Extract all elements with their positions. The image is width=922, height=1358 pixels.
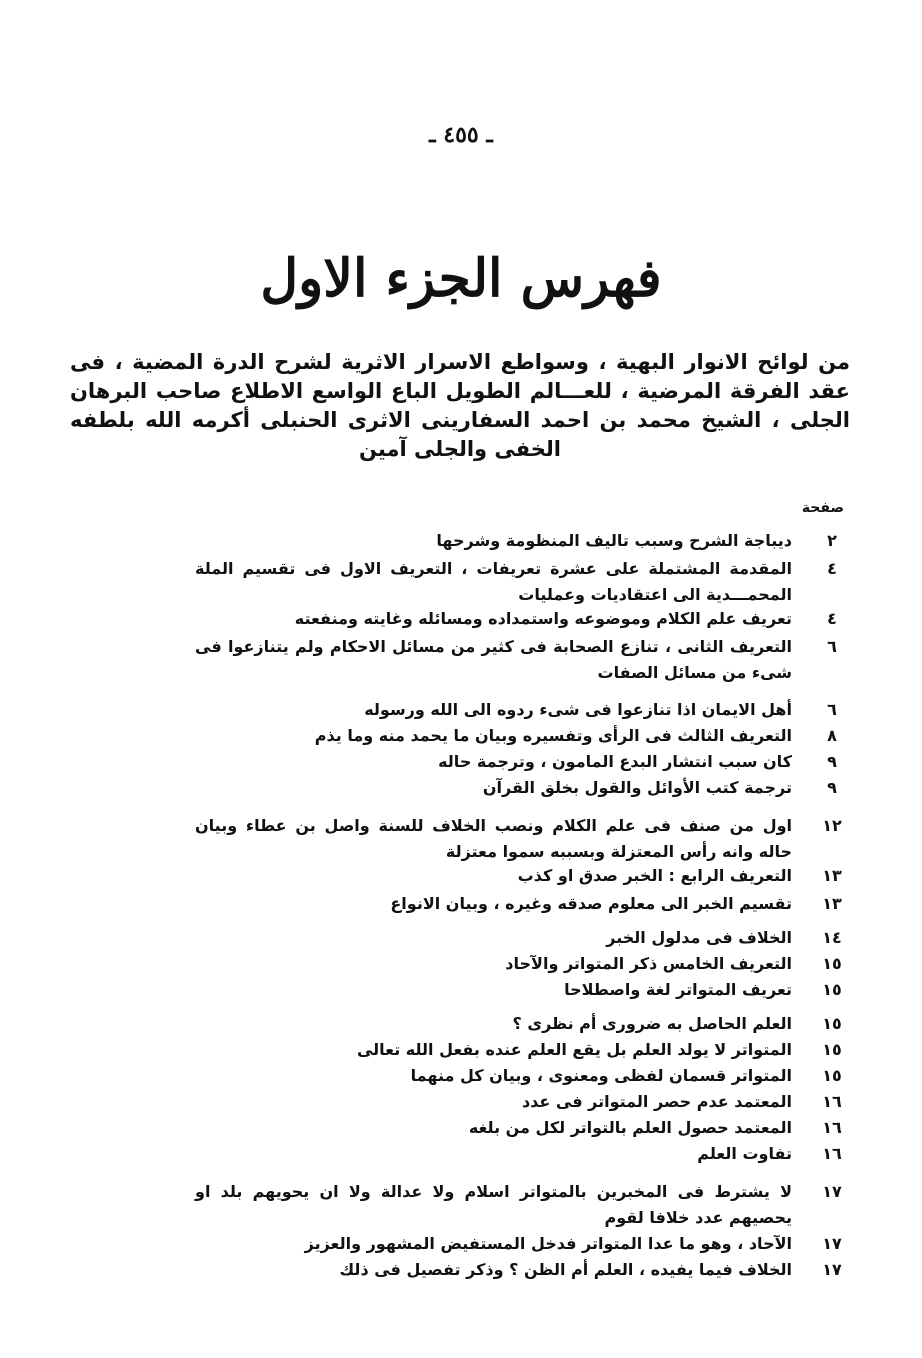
toc-page-number: ٢ <box>827 531 837 550</box>
toc-entry-text: كان سبب انتشار البدع المامون ، وترجمة حاله <box>438 752 792 771</box>
toc-entry <box>195 697 852 723</box>
toc-page-number: ١٣ <box>822 894 842 913</box>
toc-page-number: ١٤ <box>822 928 842 947</box>
toc-entry <box>195 891 852 917</box>
toc-page-number: ٩ <box>827 752 837 771</box>
toc-page-number: ١٥ <box>822 1014 842 1033</box>
toc-entry-text: المتواتر لا يولد العلم بل يقع العلم عنده بفعل الله تعالى <box>356 1040 792 1059</box>
toc-entry <box>195 556 852 608</box>
toc-page-number: ١٢ <box>822 816 842 835</box>
page-number: ـ ٤٥٥ ـ <box>429 122 493 148</box>
toc-page-number: ١٦ <box>822 1092 842 1111</box>
toc-entry-text: التعريف الثالث فى الرأى وتفسيره وبيان ما يحمد منه وما يذم <box>314 726 792 745</box>
toc-page-number: ١٣ <box>822 866 842 885</box>
toc-page-number: ١٥ <box>822 980 842 999</box>
toc-entry <box>195 606 852 632</box>
toc-entry <box>195 977 852 1003</box>
toc-entry <box>195 1257 852 1283</box>
toc-entry-text: اول من صنف فى علم الكلام ونصب الخلاف للسنة واصل بن عطاء وبيان حاله وانه رأس المعتزلة وبسببه سموا معتزلة <box>195 816 792 861</box>
toc-page-number: ٤ <box>827 559 837 578</box>
toc-page-number: ٦ <box>827 637 837 656</box>
toc-entry-text: الخلاف فيما يفيده ، العلم أم الظن ؟ وذكر تفصيل فى ذلك <box>339 1260 792 1279</box>
toc-entry <box>195 634 852 686</box>
toc-entry-text: العلم الحاصل به ضرورى أم نظرى ؟ <box>512 1014 792 1033</box>
toc-page-number: ١٦ <box>822 1144 842 1163</box>
toc-entry-text: الآحاد ، وهو ما عدا المتواتر فدخل المستفيض المشهور والعزيز <box>304 1234 792 1253</box>
page-column-header: صفحة <box>801 500 844 516</box>
toc-entry-text: المتواتر قسمان لفظى ومعنوى ، وبيان كل منهما <box>410 1066 792 1085</box>
toc-entry-text: ترجمة كتب الأوائل والقول بخلق القرآن <box>482 778 792 797</box>
toc-entry <box>195 863 852 889</box>
toc-entry-text: المقدمة المشتملة على عشرة تعريفات ، التعريف الاول فى تقسيم الملة المحمـــدية الى اعتقاديات وعمليات <box>195 559 792 604</box>
toc-entry <box>195 813 852 865</box>
toc-entry-text: التعريف الثانى ، تنازع الصحابة فى كثير من مسائل الاحكام ولم يتنازعوا فى شىء من مسائل الصفات <box>195 637 792 682</box>
toc-entry-text: أهل الايمان اذا تنازعوا فى شىء ردوه الى الله ورسوله <box>364 700 792 719</box>
toc-entry <box>195 749 852 775</box>
toc-entry <box>195 925 852 951</box>
toc-page-number: ٨ <box>827 726 837 745</box>
toc-entry-text: تقسيم الخبر الى معلوم صدقه وغيره ، وبيان الانواع <box>390 894 792 913</box>
toc-page-number: ١٥ <box>822 1040 842 1059</box>
toc-entry <box>195 1141 852 1167</box>
toc-entry <box>195 951 852 977</box>
toc-page-number: ١٥ <box>822 954 842 973</box>
book-subtitle: من لوائح الانوار البهية ، وسواطع الاسرار الاثرية لشرح الدرة المضية ، فى عقد الفرقة المرضية ، للعـــالم الطويل الباع الواسع الاطلاع صاحب البرهان الجلى ، الشيخ محمد بن احمد السفارينى الاثرى الحنبلى أكرمه الله بلطفه الخفى والجلى آمين <box>70 350 850 461</box>
toc-entry <box>195 528 852 554</box>
toc-entry <box>195 1179 852 1231</box>
toc-page-number: ١٧ <box>822 1234 842 1253</box>
toc-entry <box>195 723 852 749</box>
toc-entry <box>195 1063 852 1089</box>
toc-entry-text: تعريف علم الكلام وموضوعه واستمداده ومسائله وغايته ومنفعته <box>294 609 792 628</box>
toc-entry-text: تفاوت العلم <box>697 1144 792 1163</box>
toc-page-number: ٦ <box>827 700 837 719</box>
toc-entry <box>195 1037 852 1063</box>
toc-page-number: ١٦ <box>822 1118 842 1137</box>
toc-entry <box>195 1011 852 1037</box>
toc-entry-text: التعريف الخامس ذكر المتواتر والآحاد <box>505 954 792 973</box>
toc-page-number: ١٧ <box>822 1260 842 1279</box>
toc-entry <box>195 775 852 801</box>
index-title: فهرس الجزء الاول <box>260 248 662 309</box>
toc-entry-text: الخلاف فى مدلول الخبر <box>606 928 792 947</box>
toc-entry-text: لا يشترط فى المخبرين بالمتواتر اسلام ولا عدالة ولا ان يحويهم بلد او يحصيهم عدد خلافا لقوم <box>195 1182 792 1227</box>
toc-entry <box>195 1115 852 1141</box>
toc-entry-text: ديباجة الشرح وسبب تاليف المنظومة وشرحها <box>436 531 792 550</box>
toc-page-number: ٤ <box>827 609 837 628</box>
toc-entry <box>195 1231 852 1257</box>
toc-page-number: ٩ <box>827 778 837 797</box>
toc-page-number: ١٧ <box>822 1182 842 1201</box>
toc-page-number: ١٥ <box>822 1066 842 1085</box>
toc-entry-text: المعتمد حصول العلم بالتواتر لكل من بلغه <box>468 1118 792 1137</box>
toc-entry-text: تعريف المتواتر لغة واصطلاحا <box>564 980 792 999</box>
toc-entry-text: المعتمد عدم حصر المتواتر فى عدد <box>521 1092 792 1111</box>
toc-entry <box>195 1089 852 1115</box>
toc-entry-text: التعريف الرابع : الخبر صدق او كذب <box>517 866 792 885</box>
